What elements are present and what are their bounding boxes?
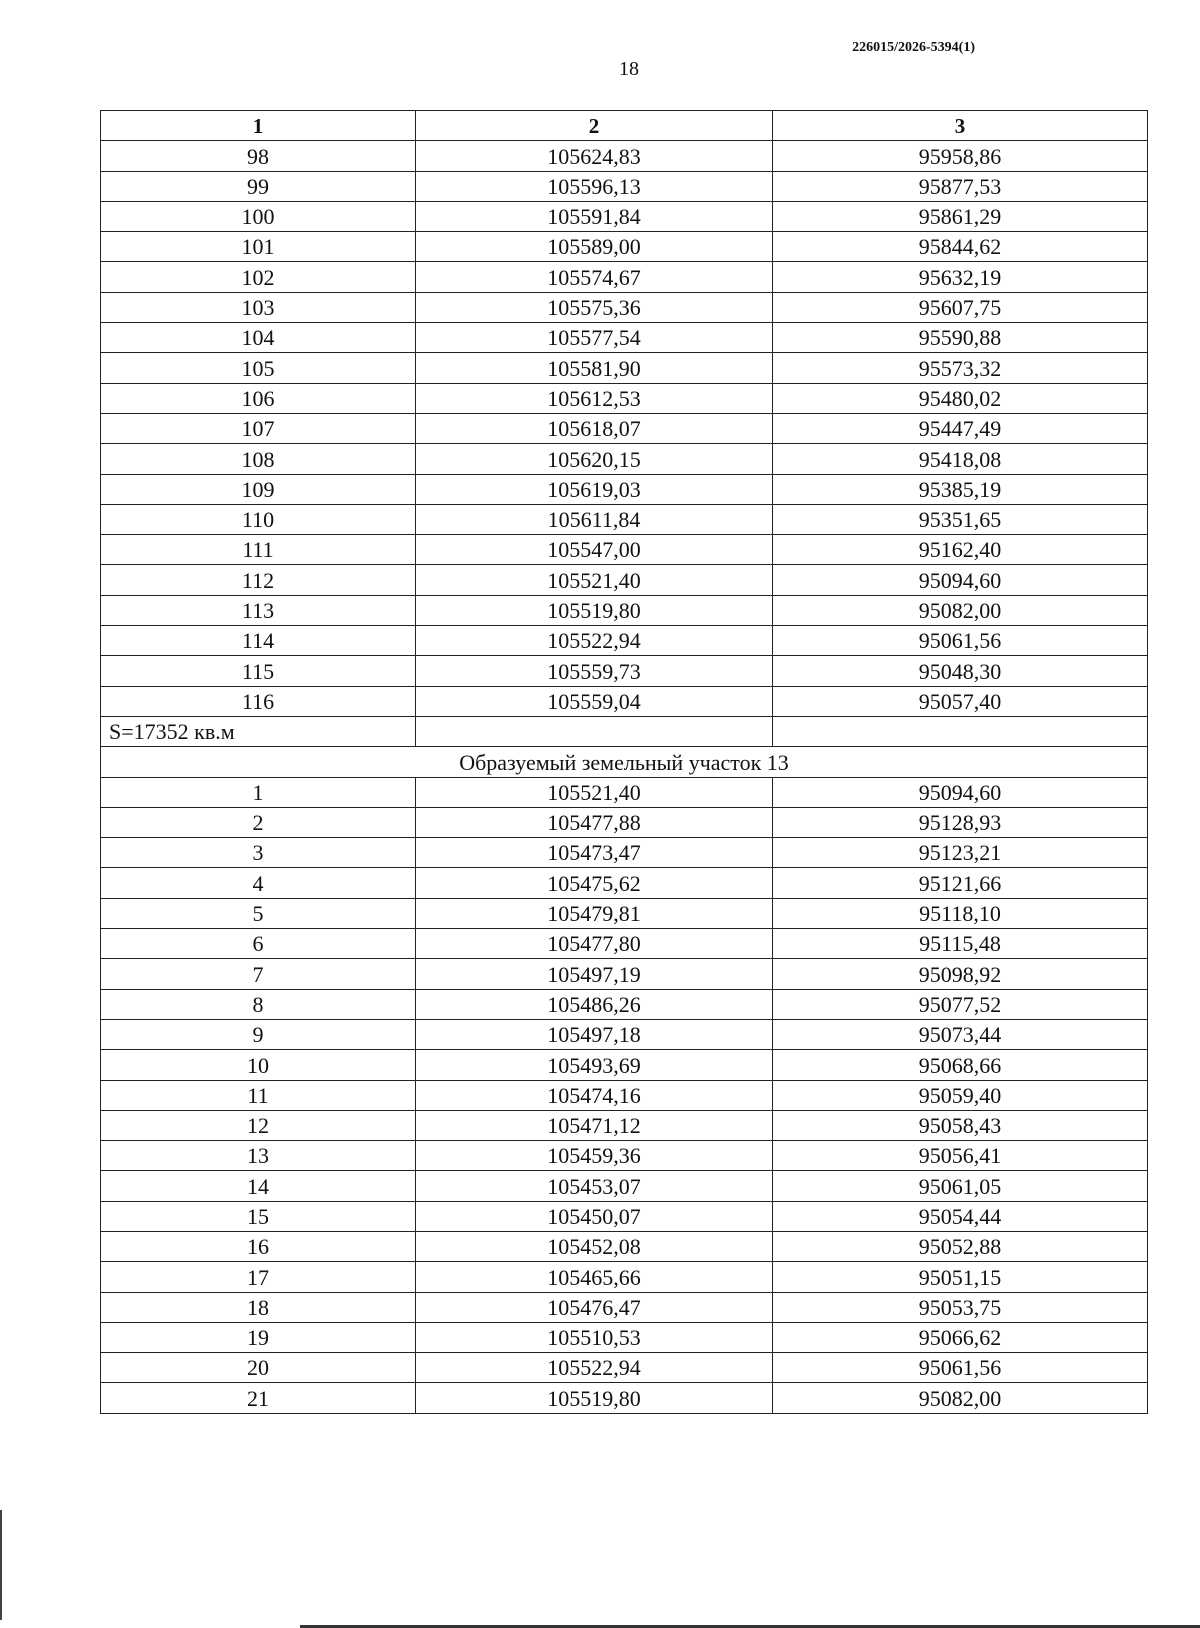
- coordinate-x-cell: 105471,12: [416, 1110, 773, 1140]
- table-row: [101, 1383, 1148, 1413]
- coordinate-y-cell: 95054,44: [773, 1201, 1148, 1231]
- point-number-cell: 106: [101, 383, 416, 413]
- point-number-cell: 108: [101, 444, 416, 474]
- coordinate-y-cell: 95077,52: [773, 989, 1148, 1019]
- table-row: [101, 323, 1148, 353]
- table-row: [101, 171, 1148, 201]
- point-number-cell: 115: [101, 656, 416, 686]
- coordinate-x-cell: 105574,67: [416, 262, 773, 292]
- coordinate-y-cell: 95115,48: [773, 929, 1148, 959]
- coordinate-y-cell: 95057,40: [773, 686, 1148, 716]
- coordinate-y-cell: 95385,19: [773, 474, 1148, 504]
- coordinate-x-cell: 105452,08: [416, 1231, 773, 1261]
- coordinate-x-cell: 105486,26: [416, 989, 773, 1019]
- point-number-cell: 101: [101, 232, 416, 262]
- table-row: [101, 292, 1148, 322]
- point-number-cell: 103: [101, 292, 416, 322]
- header-cell-1: 1: [101, 111, 416, 141]
- header-row: [101, 111, 1148, 141]
- coordinate-y-cell: 95123,21: [773, 838, 1148, 868]
- coordinate-y-cell: 95094,60: [773, 777, 1148, 807]
- table-row: [101, 383, 1148, 413]
- table-row: [101, 565, 1148, 595]
- coordinate-y-cell: 95607,75: [773, 292, 1148, 322]
- point-number-cell: 109: [101, 474, 416, 504]
- coordinate-x-cell: 105559,04: [416, 686, 773, 716]
- table-row: [101, 868, 1148, 898]
- point-number-cell: 16: [101, 1231, 416, 1261]
- coordinate-x-cell: 105497,19: [416, 959, 773, 989]
- coordinate-x-cell: 105473,47: [416, 838, 773, 868]
- table-row: [101, 1322, 1148, 1352]
- table-row: [101, 1080, 1148, 1110]
- point-number-cell: 11: [101, 1080, 416, 1110]
- coordinate-y-cell: 95118,10: [773, 898, 1148, 928]
- point-number-cell: 114: [101, 626, 416, 656]
- point-number-cell: 21: [101, 1383, 416, 1413]
- coordinate-y-cell: 95121,66: [773, 868, 1148, 898]
- point-number-cell: 18: [101, 1292, 416, 1322]
- coordinate-x-cell: 105522,94: [416, 1353, 773, 1383]
- coordinate-y-cell: 95480,02: [773, 383, 1148, 413]
- table-row: [101, 1171, 1148, 1201]
- section-title: Образуемый земельный участок 13: [101, 747, 1148, 777]
- point-number-cell: 9: [101, 1019, 416, 1049]
- table-row: [101, 444, 1148, 474]
- coordinate-x-cell: 105624,83: [416, 141, 773, 171]
- coordinate-y-cell: 95053,75: [773, 1292, 1148, 1322]
- table-row: [101, 232, 1148, 262]
- coordinate-x-cell: 105575,36: [416, 292, 773, 322]
- point-number-cell: 20: [101, 1353, 416, 1383]
- point-number-cell: 99: [101, 171, 416, 201]
- table-row: [101, 1231, 1148, 1261]
- coordinate-y-cell: 95082,00: [773, 1383, 1148, 1413]
- coordinate-y-cell: 95351,65: [773, 504, 1148, 534]
- table-row: [101, 1110, 1148, 1140]
- table-row: [101, 413, 1148, 443]
- coordinate-x-cell: 105459,36: [416, 1141, 773, 1171]
- coordinate-y-cell: 95061,56: [773, 1353, 1148, 1383]
- table-body-part2: [101, 777, 1148, 1413]
- point-number-cell: 107: [101, 413, 416, 443]
- coordinate-x-cell: 105596,13: [416, 171, 773, 201]
- table-row: [101, 1353, 1148, 1383]
- coordinate-x-cell: 105618,07: [416, 413, 773, 443]
- coordinate-x-cell: 105577,54: [416, 323, 773, 353]
- table-row: [101, 1262, 1148, 1292]
- table-row: [101, 777, 1148, 807]
- coordinate-y-cell: 95051,15: [773, 1262, 1148, 1292]
- document-number: 226015/2026-5394(1): [852, 40, 975, 55]
- area-empty-cell: [773, 716, 1148, 746]
- coordinate-y-cell: 95128,93: [773, 807, 1148, 837]
- point-number-cell: 102: [101, 262, 416, 292]
- point-number-cell: 100: [101, 201, 416, 231]
- coordinate-y-cell: 95061,56: [773, 626, 1148, 656]
- table-row: [101, 838, 1148, 868]
- coordinate-y-cell: 95066,62: [773, 1322, 1148, 1352]
- table-row: [101, 1141, 1148, 1171]
- point-number-cell: 3: [101, 838, 416, 868]
- coordinate-x-cell: 105477,80: [416, 929, 773, 959]
- table-row: [101, 1201, 1148, 1231]
- coordinate-x-cell: 105612,53: [416, 383, 773, 413]
- coordinate-x-cell: 105559,73: [416, 656, 773, 686]
- coordinate-y-cell: 95094,60: [773, 565, 1148, 595]
- point-number-cell: 105: [101, 353, 416, 383]
- coordinate-y-cell: 95447,49: [773, 413, 1148, 443]
- coordinate-y-cell: 95082,00: [773, 595, 1148, 625]
- point-number-cell: 2: [101, 807, 416, 837]
- coordinate-x-cell: 105497,18: [416, 1019, 773, 1049]
- table-row: [101, 262, 1148, 292]
- coordinate-x-cell: 105476,47: [416, 1292, 773, 1322]
- table-row: [101, 807, 1148, 837]
- point-number-cell: 8: [101, 989, 416, 1019]
- coordinate-x-cell: 105591,84: [416, 201, 773, 231]
- table-row: [101, 898, 1148, 928]
- point-number-cell: 6: [101, 929, 416, 959]
- point-number-cell: 10: [101, 1050, 416, 1080]
- coordinate-y-cell: 95059,40: [773, 1080, 1148, 1110]
- header-cell-3: 3: [773, 111, 1148, 141]
- point-number-cell: 110: [101, 504, 416, 534]
- point-number-cell: 14: [101, 1171, 416, 1201]
- coordinates-table: [100, 110, 1148, 1414]
- scan-artifact-edge: [0, 1510, 2, 1620]
- table-row: [101, 1292, 1148, 1322]
- point-number-cell: 17: [101, 1262, 416, 1292]
- table-summary: [101, 716, 1148, 777]
- coordinate-x-cell: 105589,00: [416, 232, 773, 262]
- header-cell-2: 2: [416, 111, 773, 141]
- coordinate-x-cell: 105522,94: [416, 626, 773, 656]
- area-empty-cell: [416, 716, 773, 746]
- table-row: [101, 474, 1148, 504]
- coordinate-y-cell: 95632,19: [773, 262, 1148, 292]
- point-number-cell: 7: [101, 959, 416, 989]
- coordinate-y-cell: 95061,05: [773, 1171, 1148, 1201]
- table-row: [101, 686, 1148, 716]
- coordinate-x-cell: 105474,16: [416, 1080, 773, 1110]
- coordinate-x-cell: 105493,69: [416, 1050, 773, 1080]
- coordinate-y-cell: 95056,41: [773, 1141, 1148, 1171]
- coordinate-x-cell: 105519,80: [416, 1383, 773, 1413]
- coordinate-y-cell: 95861,29: [773, 201, 1148, 231]
- table-body-part1: [101, 141, 1148, 717]
- coordinate-x-cell: 105475,62: [416, 868, 773, 898]
- coordinate-x-cell: 105450,07: [416, 1201, 773, 1231]
- coordinate-y-cell: 95418,08: [773, 444, 1148, 474]
- point-number-cell: 4: [101, 868, 416, 898]
- table-row: [101, 141, 1148, 171]
- coordinate-x-cell: 105581,90: [416, 353, 773, 383]
- coordinate-y-cell: 95052,88: [773, 1231, 1148, 1261]
- table-header: [101, 111, 1148, 141]
- point-number-cell: 1: [101, 777, 416, 807]
- coordinate-x-cell: 105547,00: [416, 535, 773, 565]
- coordinate-x-cell: 105465,66: [416, 1262, 773, 1292]
- table-row: [101, 1050, 1148, 1080]
- section-row: [101, 747, 1148, 777]
- coordinate-x-cell: 105453,07: [416, 1171, 773, 1201]
- coordinate-x-cell: 105479,81: [416, 898, 773, 928]
- coordinate-x-cell: 105611,84: [416, 504, 773, 534]
- coordinate-x-cell: 105510,53: [416, 1322, 773, 1352]
- page-number: 18: [619, 58, 639, 80]
- table-row: [101, 595, 1148, 625]
- table-row: [101, 353, 1148, 383]
- table-row: [101, 989, 1148, 1019]
- coordinate-y-cell: 95098,92: [773, 959, 1148, 989]
- table-row: [101, 1019, 1148, 1049]
- coordinate-y-cell: 95073,44: [773, 1019, 1148, 1049]
- table-row: [101, 504, 1148, 534]
- coordinate-x-cell: 105619,03: [416, 474, 773, 504]
- point-number-cell: 116: [101, 686, 416, 716]
- point-number-cell: 104: [101, 323, 416, 353]
- point-number-cell: 13: [101, 1141, 416, 1171]
- point-number-cell: 113: [101, 595, 416, 625]
- point-number-cell: 112: [101, 565, 416, 595]
- coordinate-y-cell: 95048,30: [773, 656, 1148, 686]
- table-row: [101, 929, 1148, 959]
- area-row: [101, 716, 1148, 746]
- table-row: [101, 959, 1148, 989]
- coordinate-x-cell: 105519,80: [416, 595, 773, 625]
- coordinate-x-cell: 105521,40: [416, 777, 773, 807]
- coordinate-y-cell: 95590,88: [773, 323, 1148, 353]
- point-number-cell: 98: [101, 141, 416, 171]
- table-row: [101, 201, 1148, 231]
- table-row: [101, 656, 1148, 686]
- coordinate-y-cell: 95573,32: [773, 353, 1148, 383]
- coordinate-y-cell: 95068,66: [773, 1050, 1148, 1080]
- point-number-cell: 5: [101, 898, 416, 928]
- coordinate-x-cell: 105620,15: [416, 444, 773, 474]
- point-number-cell: 19: [101, 1322, 416, 1352]
- table-row: [101, 535, 1148, 565]
- coordinate-y-cell: 95844,62: [773, 232, 1148, 262]
- table-row: [101, 626, 1148, 656]
- point-number-cell: 111: [101, 535, 416, 565]
- coordinate-y-cell: 95958,86: [773, 141, 1148, 171]
- area-label: S=17352 кв.м: [101, 716, 416, 746]
- coordinate-x-cell: 105521,40: [416, 565, 773, 595]
- coordinate-y-cell: 95058,43: [773, 1110, 1148, 1140]
- coordinate-y-cell: 95877,53: [773, 171, 1148, 201]
- point-number-cell: 15: [101, 1201, 416, 1231]
- coordinate-x-cell: 105477,88: [416, 807, 773, 837]
- coordinate-y-cell: 95162,40: [773, 535, 1148, 565]
- point-number-cell: 12: [101, 1110, 416, 1140]
